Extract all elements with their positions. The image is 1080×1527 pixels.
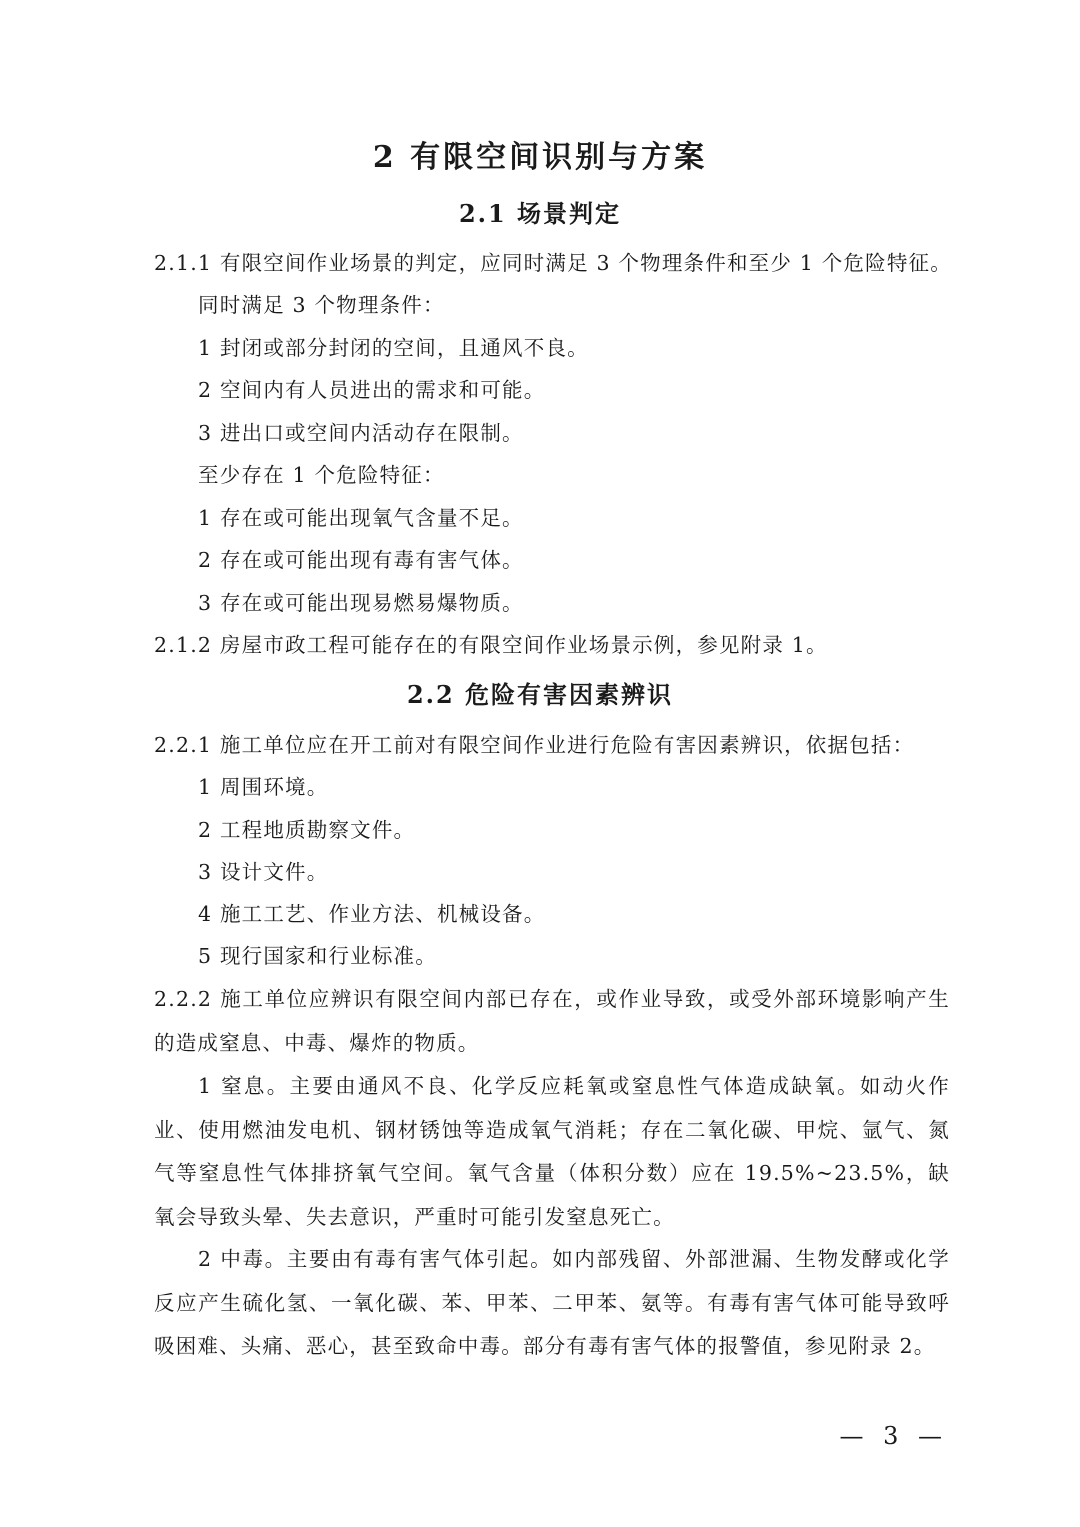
hazard-item-1: 1 存在或可能出现氧气含量不足。: [198, 506, 524, 530]
conditions-intro: 同时满足 3 个物理条件：: [198, 293, 445, 317]
hazards-intro: 至少存在 1 个危险特征：: [198, 463, 445, 487]
hazard-detail-poisoning: 2 中毒。主要由有毒有害气体引起。如内部残留、外部泄漏、生物发酵或化学反应产生硫化氢、一氧化碳、苯、甲苯、二甲苯、氨等。有毒有害气体可能导致呼吸困难、头痛、恶心，甚至致命中毒。部分有毒有害气体的报警值，参见附录 2。: [154, 1247, 950, 1358]
page-number: — 3 —: [839, 1422, 948, 1450]
section-title: 2 有限空间识别与方案: [372, 140, 708, 175]
basis-item-5: 5 现行国家和行业标准。: [198, 944, 437, 968]
clause-2-1-1: 2.1.1 有限空间作业场景的判定，应同时满足 3 个物理条件和至少 1 个危险特征。: [154, 251, 952, 275]
hazard-item-2: 2 存在或可能出现有毒有害气体。: [198, 548, 524, 572]
basis-item-1: 1 周围环境。: [198, 775, 329, 799]
basis-item-4: 4 施工工艺、作业方法、机械设备。: [198, 902, 546, 926]
hazard-detail-asphyxiation: 1 窒息。主要由通风不良、化学反应耗氧或窒息性气体造成缺氧。如动火作业、使用燃油发电机、钢材锈蚀等造成氧气消耗；存在二氧化碳、甲烷、氩气、氮气等窒息性气体排挤氧气空间。氧气含量（体积分数）应在 19.5%~23.5%，缺氧会导致头晕、失去意识，严重时可能引发窒息死亡。: [154, 1074, 950, 1229]
clause-2-2-1: 2.2.1 施工单位应在开工前对有限空间作业进行危险有害因素辨识，依据包括：: [154, 733, 915, 757]
subsection-title-2-1: 2.1 场景判定: [458, 199, 622, 228]
hazard-item-3: 3 存在或可能出现易燃易爆物质。: [198, 591, 524, 615]
basis-item-3: 3 设计文件。: [198, 860, 329, 884]
subsection-title-2-2: 2.2 危险有害因素辨识: [406, 680, 674, 709]
condition-item-3: 3 进出口或空间内活动存在限制。: [198, 421, 524, 445]
condition-item-2: 2 空间内有人员进出的需求和可能。: [198, 378, 546, 402]
clause-2-2-2: 2.2.2 施工单位应辨识有限空间内部已存在，或作业导致，或受外部环境影响产生的造成窒息、中毒、爆炸的物质。: [154, 987, 950, 1055]
condition-item-1: 1 封闭或部分封闭的空间，且通风不良。: [198, 336, 589, 360]
clause-2-1-2: 2.1.2 房屋市政工程可能存在的有限空间作业场景示例，参见附录 1。: [154, 633, 828, 657]
basis-item-2: 2 工程地质勘察文件。: [198, 818, 416, 842]
